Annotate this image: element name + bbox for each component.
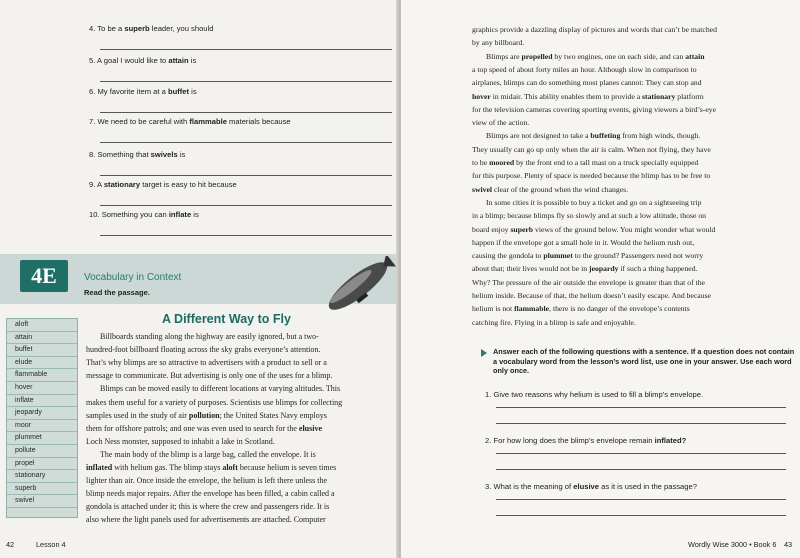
passage-line — [472, 291, 711, 300]
text-run: Billboards standing along the highway are easily ignored, but a two- — [100, 332, 319, 341]
text-run: helium is not — [472, 304, 515, 314]
text-run: board enjoy — [472, 224, 511, 234]
text-run: in a blimp; because blimps fly so slowly and at such a low altitude, those on — [472, 211, 707, 221]
text-run: 6. — [89, 87, 96, 96]
text-run: to the ground? Passengers need not worry — [572, 251, 704, 261]
passage-line — [486, 52, 705, 61]
text-run: causing the gondola to — [472, 251, 544, 261]
text-run: also where the light panels used for advertisements are attached. Computer — [86, 515, 326, 525]
text-run: to be — [472, 158, 490, 167]
answer-line — [100, 81, 392, 82]
vocab-word: flammable — [189, 117, 227, 126]
answer-line — [496, 515, 786, 516]
passage-line — [472, 264, 697, 273]
word-list-item: swivel — [7, 495, 77, 508]
passage-line — [472, 185, 628, 194]
vocab-word: attain — [168, 56, 189, 65]
text-run: airplanes, blimps can do something most planes cannot: They can stop and — [472, 78, 702, 88]
passage-line — [472, 278, 705, 287]
passage-line — [486, 198, 701, 207]
instructions — [480, 347, 798, 376]
question-item — [89, 24, 213, 33]
answer-line — [100, 235, 392, 236]
question-item — [89, 180, 237, 189]
text-run: , there is no danger of the envelope’s contents — [549, 304, 690, 314]
passage-line — [86, 476, 327, 485]
passage-line — [472, 105, 716, 114]
text-run: as it is used in the passage? — [599, 482, 697, 491]
question-item — [89, 87, 197, 96]
passage-line — [472, 318, 636, 327]
word-list-item: attain — [7, 332, 77, 345]
vocab-word: buffeting — [590, 131, 621, 141]
answer-line — [496, 423, 786, 424]
word-list-item: elude — [7, 357, 77, 370]
passage-line — [86, 358, 327, 367]
passage-line — [472, 65, 697, 74]
question-item — [89, 117, 291, 126]
text-run: Blimps can be moved easily to different locations at varying altitudes. This — [100, 384, 341, 394]
text-run: A — [97, 180, 104, 189]
left-lesson-label: Lesson 4 — [36, 540, 66, 549]
left-page-number: 42 — [6, 540, 15, 549]
text-run: Why? The pressure of the air outside the envelope is greater than that of the — [472, 277, 705, 287]
answer-line — [496, 469, 786, 470]
word-list-item: flammable — [7, 369, 77, 382]
word-list-item: plummet — [7, 432, 77, 445]
vocab-word: propelled — [521, 51, 553, 61]
text-run: happen if the envelope got a small hole in it. Would the helium rush out, — [472, 237, 695, 247]
passage-line — [472, 251, 703, 260]
text-run: 8. — [89, 150, 96, 159]
text-run: 3. — [485, 482, 492, 491]
passage-line — [486, 131, 700, 140]
vocab-word: hover — [472, 91, 491, 101]
section-badge: 4E — [20, 260, 68, 292]
vocab-word: aloft — [222, 463, 238, 472]
text-run: 4. — [89, 24, 96, 33]
passage-line — [86, 489, 335, 498]
word-list — [6, 318, 78, 518]
passage-line — [472, 78, 702, 87]
passage-line — [472, 92, 704, 101]
text-run: Give two reasons why helium is used to fill a blimp’s envelope. — [493, 390, 704, 399]
text-run: makes them useful for a variety of purposes. Scientists use blimps for collecting — [86, 397, 343, 407]
vocab-word: superb — [510, 224, 534, 234]
word-list-item: stationary — [7, 470, 77, 483]
passage-line — [472, 145, 711, 154]
text-run: gondola is attached under it; this is where the crew and passengers ride. It is — [86, 502, 330, 512]
text-run: for the television cameras covering sporting events, giving viewers a bird’s-eye — [472, 104, 717, 114]
vocab-word: inflate — [168, 210, 192, 219]
story-title: A Different Way to Fly — [162, 312, 291, 326]
text-run: samples used in the study of air — [86, 410, 189, 420]
text-run: if such a thing happened. — [618, 264, 698, 274]
passage-line — [472, 211, 706, 220]
passage-line — [86, 371, 332, 380]
vocab-word: elusive — [298, 423, 323, 433]
text-run: ; the United States Navy employs — [219, 410, 327, 420]
text-run: is — [188, 56, 197, 65]
passage-line — [472, 25, 717, 34]
passage-line — [86, 502, 329, 511]
vocab-word: stationary — [642, 91, 676, 101]
vocab-word: inflated? — [654, 436, 687, 445]
answer-line — [100, 175, 392, 176]
text-run: Loch Ness monster, supposed to inhabit a lake in Scotland. — [86, 436, 275, 446]
text-run: They usually can go up only when the air is calm. When not flying, they have — [472, 144, 711, 154]
vocab-word: flammable — [514, 304, 550, 314]
passage-line — [472, 38, 524, 47]
text-run: What is the meaning of — [493, 482, 574, 491]
text-run: because helium is seven times — [237, 463, 337, 472]
passage-line — [86, 345, 320, 354]
text-run: about that; their lives would not be in — [472, 264, 590, 274]
text-run: lighter than air. Once inside the envelope, the helium is left there unless the — [86, 476, 328, 486]
answer-line — [100, 142, 392, 143]
text-run: 1. — [485, 390, 492, 399]
word-list-item: superb — [7, 483, 77, 496]
text-run: In some cities it is possible to buy a ticket and go on a sightseeing trip — [486, 197, 702, 207]
text-run: Something that — [97, 150, 151, 159]
text-run: 5. — [89, 56, 96, 65]
passage-line — [472, 118, 529, 127]
passage-line — [86, 398, 342, 407]
instructions-text: Answer each of the following questions with a sentence. If a question does not contain a vocabulary word from the lesson’s word list, use one in your answer. Use each word only once. — [493, 347, 795, 375]
word-list-item: aloft — [7, 319, 77, 332]
text-run: blimp needs major repairs. After the envelope has been filled, a cabin called a — [86, 489, 335, 499]
text-run: catching fire. Flying in a blimp is safe and enjoyable. — [472, 317, 636, 327]
text-run: 7. — [89, 117, 96, 126]
answer-line — [496, 407, 786, 408]
text-run: platform — [675, 91, 704, 101]
question-item — [485, 390, 703, 399]
right-page-number: 43 — [784, 540, 793, 549]
text-run: views of the ground below. You might wonder what would — [533, 224, 716, 234]
vocab-word: pollution — [188, 410, 220, 420]
passage-line — [472, 225, 715, 234]
passage-line — [472, 158, 698, 167]
section-title: Vocabulary in Context — [84, 272, 182, 283]
passage-line — [100, 332, 319, 341]
vocab-word: buffet — [167, 87, 190, 96]
text-run: by the front end to a tall mast on a truck specially equipped — [514, 158, 699, 167]
right-page — [401, 0, 800, 558]
text-run: To be a — [97, 24, 125, 33]
question-item — [485, 436, 686, 445]
text-run: in midair. This ability enables them to provide a — [490, 91, 643, 101]
text-run: with helium gas. The blimp stays — [112, 463, 223, 472]
passage-line — [100, 384, 340, 393]
answer-line — [496, 499, 786, 500]
passage-line — [86, 463, 336, 472]
text-run: helium inside. Because of that, the helium doesn’t easily escape. And because — [472, 291, 711, 300]
text-run: A goal I would like to — [97, 56, 169, 65]
text-run: We need to be careful with — [97, 117, 190, 126]
vocab-word: plummet — [543, 251, 573, 261]
answer-line — [100, 49, 392, 50]
text-run: That’s why blimps are so attractive to advertisers with a product to sell or a — [86, 358, 327, 368]
vocab-word: inflated — [86, 463, 113, 472]
passage-line — [86, 411, 327, 420]
blimp-illustration — [318, 256, 398, 314]
vocab-word: jeopardy — [589, 264, 619, 274]
question-item — [89, 56, 196, 65]
text-run: clear of the ground when the wind changes. — [492, 184, 629, 194]
vocab-word: swivel — [472, 184, 493, 194]
vocab-word: stationary — [103, 180, 141, 189]
vocab-word: attain — [685, 51, 705, 61]
question-item — [89, 150, 185, 159]
word-list-item: inflate — [7, 395, 77, 408]
answer-line — [496, 453, 786, 454]
section-subtitle: Read the passage. — [84, 288, 150, 297]
text-run: by any billboard. — [472, 38, 525, 48]
passage-line — [86, 437, 275, 446]
question-item — [485, 482, 697, 491]
vocab-word: moored — [489, 158, 515, 167]
text-run: from high winds, though. — [620, 131, 701, 141]
text-run: is — [191, 210, 199, 219]
text-run: is — [189, 87, 197, 96]
text-run: graphics provide a dazzling display of pictures and words that can’t be matched — [472, 25, 717, 34]
text-run: For how long does the blimp’s envelope remain — [493, 436, 655, 445]
text-run: hundred-foot billboard floating across the sky grabs everyone’s attention. — [86, 345, 321, 355]
left-page — [0, 0, 398, 558]
answer-line — [100, 205, 392, 206]
text-run: Blimps are not designed to take a — [486, 131, 591, 141]
word-list-item: buffet — [7, 344, 77, 357]
answer-line — [100, 112, 392, 113]
text-run: 2. — [485, 436, 492, 445]
passage-line — [472, 171, 710, 180]
passage-line — [86, 515, 326, 524]
passage-line — [472, 304, 690, 313]
vocab-word: swivels — [150, 150, 178, 159]
text-run: for this purpose. Plenty of space is needed because the blimp has to be free to — [472, 171, 711, 181]
word-list-item: pollute — [7, 445, 77, 458]
text-run: My favorite item at a — [97, 87, 168, 96]
text-run: target is easy to hit because — [140, 180, 237, 189]
word-list-item: hover — [7, 382, 77, 395]
vocab-word: elusive — [573, 482, 600, 491]
text-run: leader, you should — [149, 24, 214, 33]
passage-line — [100, 450, 316, 459]
word-list-item: jeopardy — [7, 407, 77, 420]
right-book-label: Wordly Wise 3000 • Book 6 — [688, 540, 777, 549]
text-run: The main body of the blimp is a large bag, called the envelope. It is — [100, 449, 316, 459]
text-run: materials because — [226, 117, 291, 126]
text-run: view of the action. — [472, 118, 530, 128]
question-item — [89, 210, 199, 219]
passage-line — [86, 424, 322, 433]
text-run: Blimps are — [486, 51, 522, 61]
text-run: them for offshore patrols; and one was even used to search for the — [86, 423, 299, 433]
text-run: 9. — [89, 180, 96, 189]
text-run: 10. — [89, 210, 100, 219]
vocab-word: superb — [124, 24, 150, 33]
text-run: message to communicate. But advertising is only one of the uses for a blimp. — [86, 371, 333, 381]
text-run: is — [177, 150, 186, 159]
passage-line — [472, 238, 694, 247]
text-run: Something you can — [101, 210, 169, 219]
text-run: a top speed of about forty miles an hour. Although slow in comparison to — [472, 64, 697, 74]
text-run: by two engines, one on each side, and can — [552, 51, 686, 61]
word-list-item: moor — [7, 420, 77, 433]
word-list-item: propel — [7, 458, 77, 471]
